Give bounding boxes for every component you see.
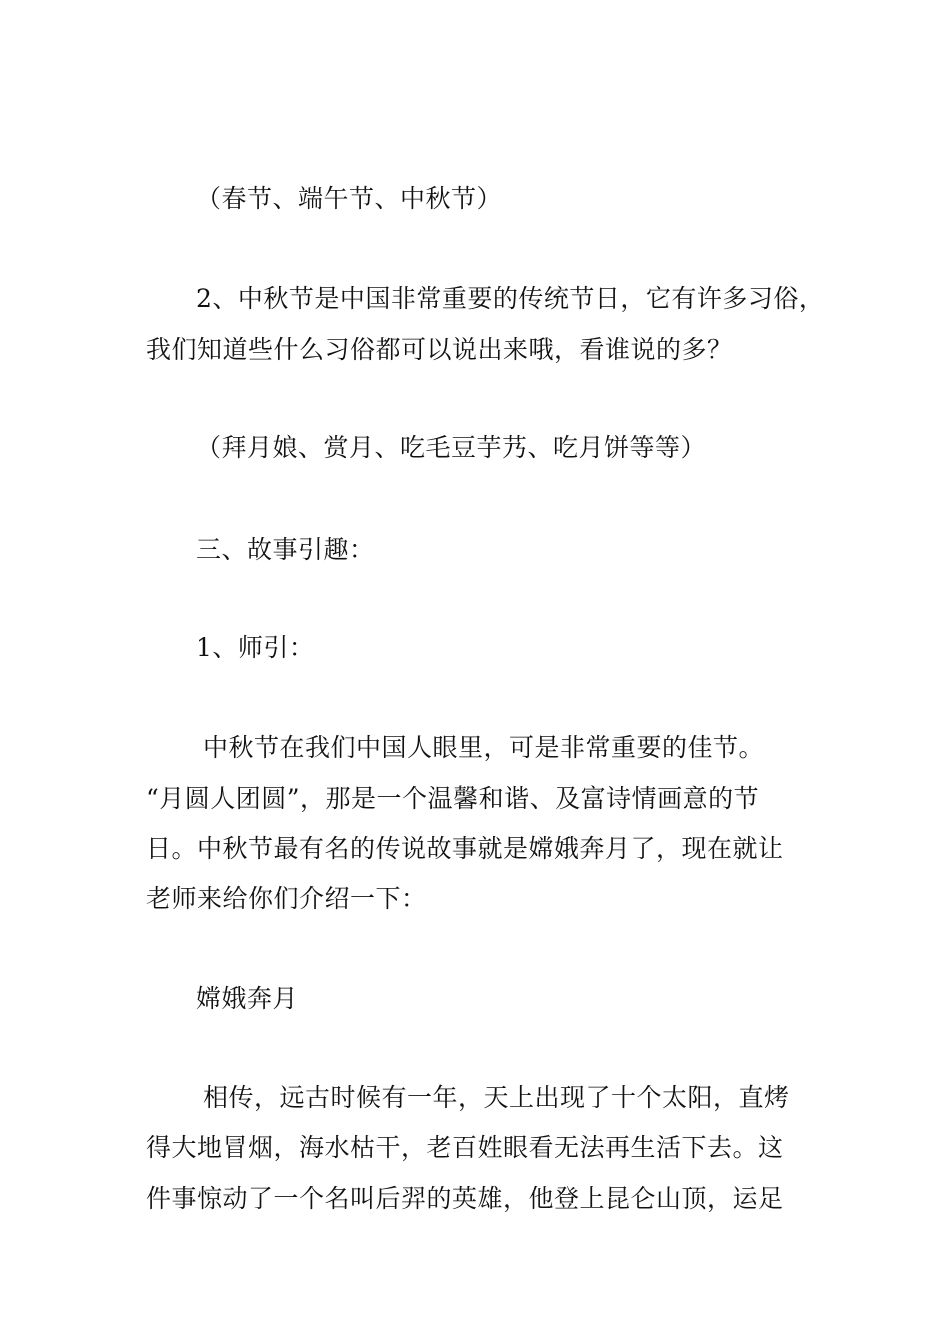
story-paragraph-line-1: 相传，远古时候有一年，天上出现了十个太阳，直烤 xyxy=(203,1083,790,1112)
intro-paragraph-line-3: 日。中秋节最有名的传说故事就是嫦娥奔月了，现在就让 xyxy=(146,834,784,863)
question-2-line-2: 我们知道些什么习俗都可以说出来哦，看谁说的多？ xyxy=(146,335,733,364)
story-paragraph-line-3: 件事惊动了一个名叫后羿的英雄，他登上昆仑山顶，运足 xyxy=(146,1184,784,1213)
section-heading-story: 三、故事引趣： xyxy=(196,535,375,564)
answer-festivals: （春节、端午节、中秋节） xyxy=(196,184,503,213)
sub-heading-teacher-intro: 1、师引： xyxy=(196,633,315,662)
story-title: 嫦娥奔月 xyxy=(196,984,299,1013)
story-paragraph-line-2: 得大地冒烟，海水枯干，老百姓眼看无法再生活下去。这 xyxy=(146,1133,784,1162)
intro-paragraph-line-1: 中秋节在我们中国人眼里，可是非常重要的佳节。 xyxy=(203,733,765,762)
answer-customs: （拜月娘、赏月、吃毛豆芋艿、吃月饼等等） xyxy=(196,433,707,462)
intro-paragraph-line-4: 老师来给你们介绍一下： xyxy=(146,884,427,913)
question-2-line-1: 2、中秋节是中国非常重要的传统节日，它有许多习俗， xyxy=(196,284,825,313)
intro-paragraph-line-2: “月圆人团圆”，那是一个温馨和谐、及富诗情画意的节 xyxy=(146,784,760,813)
